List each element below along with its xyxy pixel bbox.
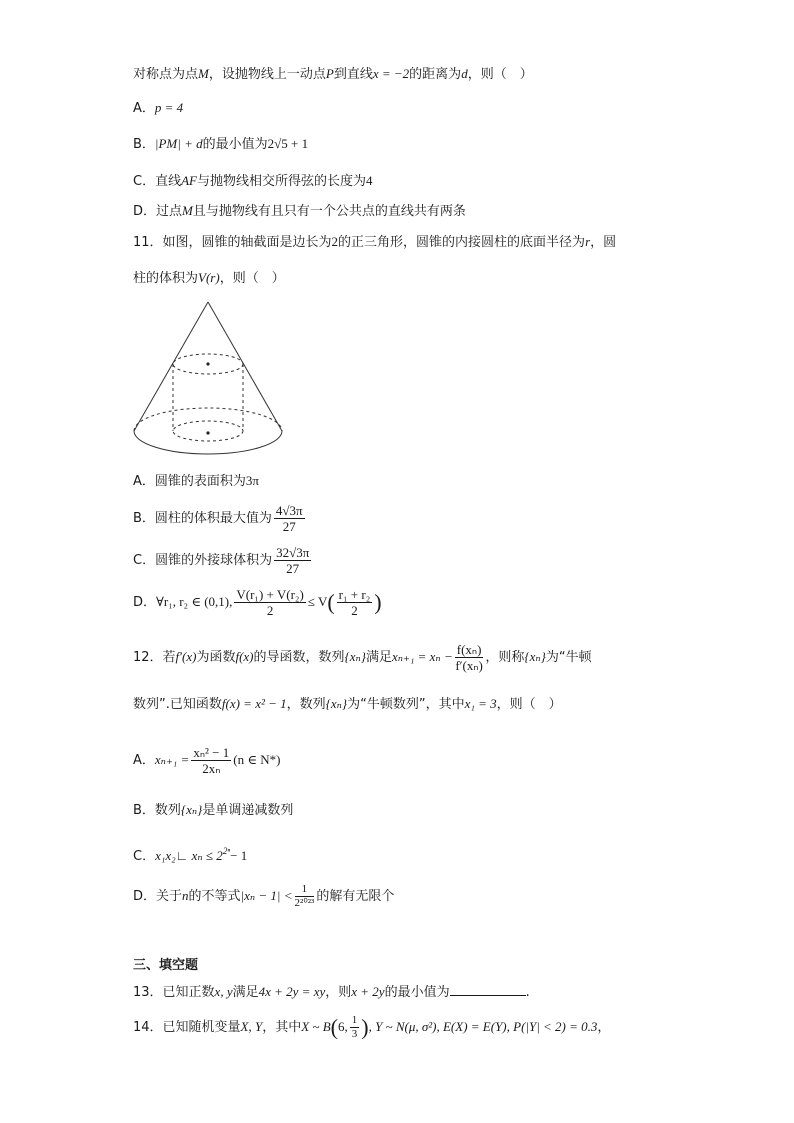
q10-option-a: A．p = 4 bbox=[133, 100, 184, 116]
q12-option-a: A．xₙ₊₁ = $\frac{\text{xₙ² − 1}}{\text{2xₙ}}$ (n ∈ N*) bbox=[133, 745, 281, 776]
q14-stem: 14．已知随机变量X, Y，其中X ~ B(6, $\frac{1}{3}$ ), Y ~ N(μ, σ²), E(X) = E(Y), P(|Y| < 2) = 0.3， bbox=[133, 1014, 611, 1040]
section-heading-fill-in: 三、填空题 bbox=[133, 958, 199, 973]
q12-option-d: D．关于n的不等式|xₙ − 1| < $\frac{1}{\text{2²⁰²³}}$ 的解有无限个 bbox=[133, 883, 395, 909]
q13-stem: 13．已知正数x, y满足4x + 2y = xy，则x + 2y的最小值为 . bbox=[133, 984, 530, 1000]
q12-option-b: B．数列{xₙ}是单调递减数列 bbox=[133, 802, 294, 818]
q10-stem: 对称点为点M，设抛物线上一动点P到直线x = −2的距离为d，则（ ） bbox=[133, 66, 533, 82]
base-center-dot bbox=[206, 431, 209, 434]
cone-cylinder-figure bbox=[128, 296, 290, 462]
q10-option-b: B．|PM| + d的最小值为2√5 + 1 bbox=[133, 136, 309, 152]
q11-option-d: D．∀r₁, r₂ ∈ (0,1), $\frac{\text{V(r₁) + V(r₂)}}{2}$ ≤ V( $\frac{\text{r₁ + r₂}}{2}$ ) bbox=[133, 587, 382, 618]
q11-option-a: A．圆锥的表面积为3π bbox=[133, 473, 259, 489]
q12-stem-line1: 12．若f′(x)为函数f(x)的导函数，数列{xₙ}满足xₙ₊₁ = xₙ − $\frac{\text{f(xₙ)}}{\text{f′(xₙ)}}$ ，则称{xₙ}为“牛顿 bbox=[133, 642, 592, 673]
q12-stem-line2: 数列”.已知函数f(x) = x² − 1，数列{xₙ}为“牛顿数列”，其中x₁ = 3，则（ ） bbox=[133, 696, 562, 712]
q11-stem-line1: 11．如图，圆锥的轴截面是边长为2的正三角形，圆锥的内接圆柱的底面半径为r，圆 bbox=[133, 234, 617, 250]
q11-option-c: C．圆锥的外接球体积为 $\frac{32√3\pi}{27}$ bbox=[133, 545, 310, 576]
q10-option-d: D．过点M且与抛物线有且只有一个公共点的直线共有两条 bbox=[133, 203, 466, 219]
q12-option-c: C．x₁x₂∟ $x_n \le 2^{2^n}- 1$ bbox=[133, 846, 248, 864]
cylinder-top-center-dot bbox=[206, 362, 209, 365]
q10-option-c: C．直线AF与抛物线相交所得弦的长度为4 bbox=[133, 173, 373, 189]
answer-blank[interactable] bbox=[450, 983, 526, 996]
q11-option-b: B．圆柱的体积最大值为 $\frac{4√3\pi}{27}$ bbox=[133, 503, 303, 534]
q11-stem-line2: 柱的体积为V(r)，则（ ） bbox=[133, 270, 285, 286]
